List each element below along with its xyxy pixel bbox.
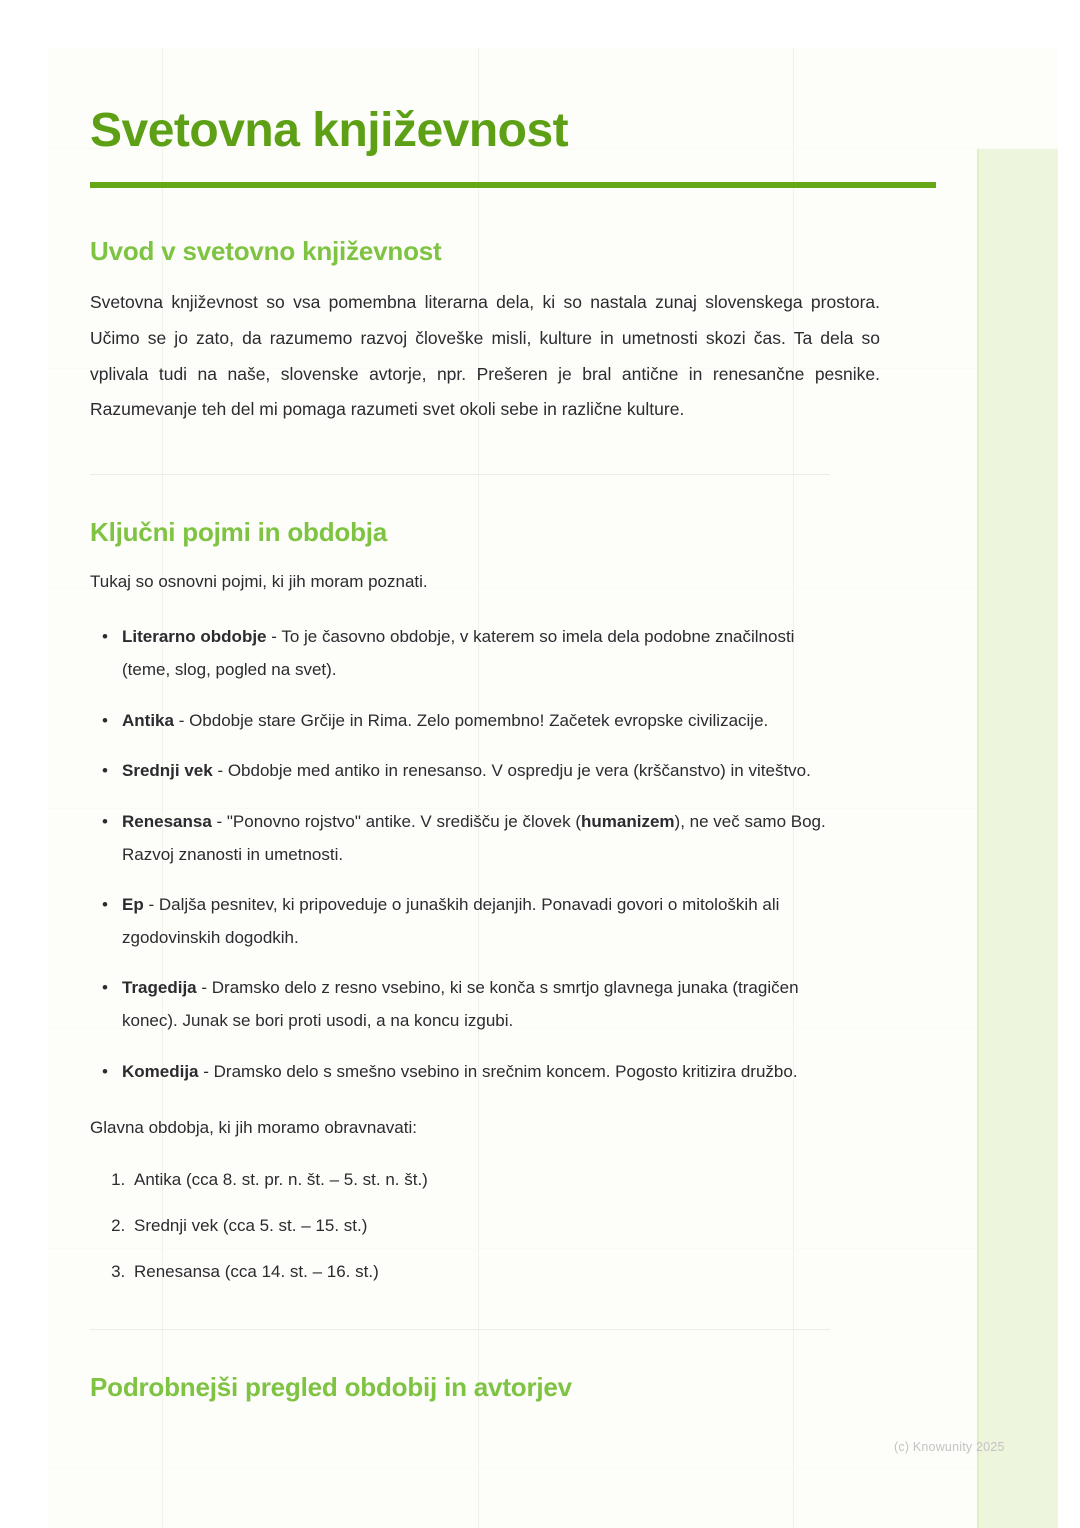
list-item — [122, 705, 842, 738]
term-label: Tragedija — [122, 978, 197, 998]
list-item — [122, 806, 842, 871]
list-item — [122, 1056, 842, 1089]
periods-list — [90, 1166, 880, 1286]
list-item — [122, 621, 842, 686]
term-definition: Dramsko delo z resno vsebino, ki se konča s smrtjo glavnega junaka (tragičen konec). Junak se bori proti usodi, a na koncu izgubi. — [122, 978, 799, 1031]
term-separator: - — [143, 895, 159, 915]
periods-lead: Glavna obdobja, ki jih moramo obravnavati: — [90, 1118, 417, 1138]
section-heading-key-terms: Ključni pojmi in obdobja — [90, 517, 388, 548]
term-definition-after: ), ne več samo Bog. Razvoj znanosti in umetnosti. — [122, 811, 826, 864]
term-separator: - — [211, 811, 227, 831]
document-page — [48, 48, 1058, 1528]
term-definition: Obdobje stare Grčije in Rima. Zelo pomembno! Začetek evropske civilizacije. — [189, 710, 769, 730]
term-label: Ep — [122, 895, 144, 915]
term-separator: - — [212, 761, 228, 781]
term-definition: Obdobje med antiko in renesanso. V ospredju je vera (krščanstvo) in viteštvo. — [227, 761, 811, 781]
list-item: 1. Antika (cca 8. st. pr. n. št. – 5. st. n. št.) — [130, 1166, 880, 1193]
list-item: 3. Renesansa (cca 14. st. – 16. st.) — [130, 1258, 880, 1285]
term-definition: Dramsko delo s smešno vsebino in srečnim koncem. Pogosto kritizira družbo. — [213, 1061, 798, 1081]
key-terms-list — [90, 621, 880, 1088]
list-item: 2. Srednji vek (cca 5. st. – 15. st.) — [130, 1212, 880, 1239]
paper-band — [48, 1468, 1058, 1469]
section-heading-detail: Podrobnejši pregled obdobij in avtorjev — [90, 1372, 572, 1403]
list-item — [122, 889, 842, 954]
copyright-watermark: (c) Knowunity 2025 — [894, 1440, 1005, 1454]
term-label: Literarno obdobje — [122, 627, 267, 647]
list-item — [122, 972, 842, 1037]
term-label: Komedija — [122, 1061, 199, 1081]
term-label: Srednji vek — [122, 761, 213, 781]
section-heading-intro: Uvod v svetovno književnost — [90, 235, 442, 266]
term-separator: - — [173, 710, 190, 730]
key-terms-lead: Tukaj so osnovni pojmi, ki jih moram poznati. — [90, 572, 428, 592]
document-content — [90, 48, 880, 1403]
term-label: Antika — [122, 710, 174, 730]
page-title: Svetovna književnost — [90, 104, 569, 157]
term-separator: - — [198, 1061, 214, 1081]
list-item — [122, 755, 842, 788]
right-margin-strip — [977, 149, 1058, 1528]
term-definition: To je časovno obdobje, v katerem so imela dela podobne značilnosti (teme, slog, pogled na svet). — [122, 627, 795, 680]
term-definition: Daljša pesnitev, ki pripoveduje o junaških dejanjih. Ponavadi govori o mitoloških ali zgodovinskih dogodkih. — [122, 895, 780, 947]
term-label: Renesansa — [122, 811, 212, 831]
intro-paragraph: Svetovna književnost so vsa pomembna literarna dela, ki so nastala zunaj slovenskega prostora. Učimo se jo zato, da razumemo razvoj človeške misli, kulture in umetnosti skozi čas. Ta dela so vplivala tudi na naše, slovenske avtorje, npr. Prešeren je bral antične in renesančne pesnike. Razumevanje teh del mi pomaga razumeti svet okoli sebe in različne kulture. — [90, 291, 880, 420]
term-separator: - — [266, 627, 282, 647]
term-separator: - — [196, 978, 212, 998]
term-definition-emphasis: humanizem — [581, 811, 675, 831]
term-definition-before: "Ponovno rojstvo" antike. V središču je človek ( — [226, 811, 582, 831]
